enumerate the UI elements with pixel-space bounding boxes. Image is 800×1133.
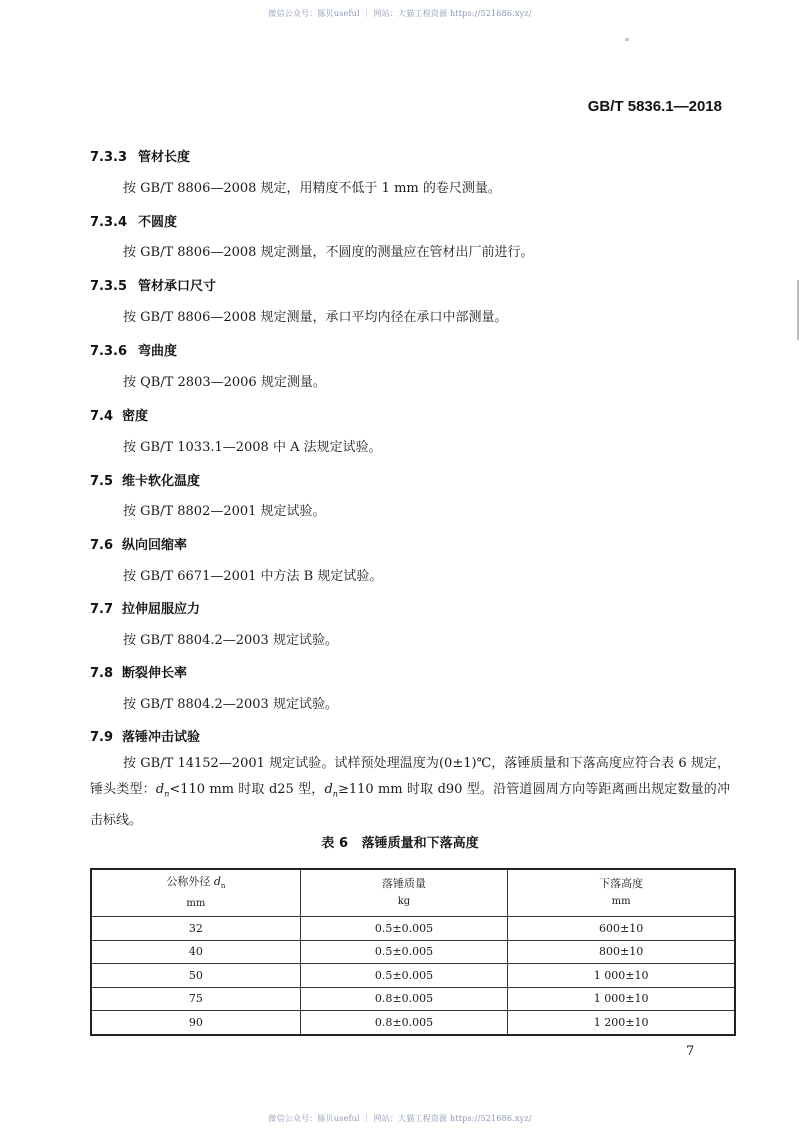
cell-diameter: 50 bbox=[91, 964, 300, 988]
table-caption: 表 6 落锤质量和下落高度 bbox=[321, 836, 479, 851]
section-body-7-4: 按 GB/T 1033.1—2008 中 A 法规定试验。 bbox=[123, 440, 382, 455]
table-row bbox=[91, 940, 735, 964]
section-title: 管材长度 bbox=[138, 150, 191, 165]
cell-diameter: 32 bbox=[91, 917, 300, 941]
cell-mass: 0.5±0.005 bbox=[300, 940, 507, 964]
section-heading-7-3-3 bbox=[90, 146, 190, 165]
cell-diameter: 75 bbox=[91, 987, 300, 1011]
section-number: 7.3.4 bbox=[90, 215, 128, 230]
dn-symbol: $d_n$ bbox=[155, 782, 170, 799]
section-number: 7.9 bbox=[90, 730, 114, 745]
section-title: 落锤冲击试验 bbox=[122, 730, 201, 745]
section-body-7-3-3: 按 GB/T 8806—2008 规定，用精度不低于 1 mm 的卷尺测量。 bbox=[123, 181, 501, 196]
section-title: 拉伸屈服应力 bbox=[122, 602, 201, 617]
section-number: 7.8 bbox=[90, 666, 114, 681]
watermark-bottom: 微信公众号：豚贝useful ｜ 网站：大猫工程资源 https://521686.xyz/ bbox=[268, 1114, 532, 1123]
section-title: 不圆度 bbox=[138, 215, 178, 230]
section-heading-7-4 bbox=[90, 405, 148, 424]
section-number: 7.3.6 bbox=[90, 344, 128, 359]
cell-mass: 0.8±0.005 bbox=[300, 1011, 507, 1035]
dn-symbol: $d_n$ bbox=[324, 782, 338, 799]
section-title: 纵向回缩率 bbox=[122, 538, 188, 553]
section-title: 断裂伸长率 bbox=[122, 666, 188, 681]
section-title: 密度 bbox=[122, 409, 149, 424]
cell-height: 1 200±10 bbox=[508, 1011, 735, 1035]
table-row bbox=[91, 917, 735, 941]
header-hammer-mass: 落锤质量 kg bbox=[300, 869, 507, 917]
cell-mass: 0.8±0.005 bbox=[300, 987, 507, 1011]
header-drop-height: 下落高度 mm bbox=[508, 869, 735, 917]
section-heading-7-5 bbox=[90, 470, 200, 489]
cell-mass: 0.5±0.005 bbox=[300, 964, 507, 988]
section-7-9-text-1: 按 GB/T 14152—2001 规定试验。试样预处理温度为(0±1)℃，落锤质量和下落高度应符合表 6 规定，锤头类型： bbox=[90, 756, 730, 797]
table-row bbox=[91, 964, 735, 988]
section-7-9-text-2: <110 mm 时取 d25 型， bbox=[169, 782, 325, 797]
cell-height: 1 000±10 bbox=[508, 987, 735, 1011]
scan-edge-artifact bbox=[797, 280, 799, 340]
section-heading-7-3-6 bbox=[90, 340, 177, 359]
section-body-7-5: 按 GB/T 8802—2001 规定试验。 bbox=[123, 504, 326, 519]
scan-artifact bbox=[625, 38, 629, 41]
section-title: 弯曲度 bbox=[138, 344, 178, 359]
section-7-9-text-3: ≥110 mm 时取 d90 型。沿管道圆周方向等距离画出规定数量的冲击标线。 bbox=[90, 782, 730, 828]
section-body-7-7: 按 GB/T 8804.2—2003 规定试验。 bbox=[123, 633, 338, 648]
section-number: 7.6 bbox=[90, 538, 114, 553]
cell-height: 800±10 bbox=[508, 940, 735, 964]
table-row bbox=[91, 987, 735, 1011]
section-title: 管材承口尺寸 bbox=[138, 279, 217, 294]
section-heading-7-7 bbox=[90, 598, 200, 617]
cell-mass: 0.5±0.005 bbox=[300, 917, 507, 941]
watermark-top: 微信公众号：豚贝useful ｜ 网站：大猫工程资源 https://521686.xyz/ bbox=[268, 9, 532, 18]
page-number: 7 bbox=[686, 1044, 695, 1059]
standard-code: GB/T 5836.1—2018 bbox=[587, 98, 722, 115]
section-number: 7.4 bbox=[90, 409, 114, 424]
section-number: 7.3.3 bbox=[90, 150, 128, 165]
section-body-7-6: 按 GB/T 6671—2001 中方法 B 规定试验。 bbox=[123, 569, 383, 584]
section-heading-7-3-4 bbox=[90, 211, 177, 230]
header-nominal-diameter: 公称外径 $d_n$ mm bbox=[91, 869, 300, 917]
section-heading-7-6 bbox=[90, 534, 187, 553]
section-body-7-8: 按 GB/T 8804.2—2003 规定试验。 bbox=[123, 697, 338, 712]
cell-diameter: 40 bbox=[91, 940, 300, 964]
section-body-7-3-5: 按 GB/T 8806—2008 规定测量，承口平均内径在承口中部测量。 bbox=[123, 310, 508, 325]
section-body-7-3-4: 按 GB/T 8806—2008 规定测量，不圆度的测量应在管材出厂前进行。 bbox=[123, 245, 534, 260]
section-number: 7.3.5 bbox=[90, 279, 128, 294]
cell-height: 600±10 bbox=[508, 917, 735, 941]
table-row bbox=[91, 1011, 735, 1035]
cell-height: 1 000±10 bbox=[508, 964, 735, 988]
table-header-row bbox=[91, 869, 735, 917]
section-body-7-9 bbox=[90, 751, 730, 834]
section-heading-7-3-5 bbox=[90, 275, 216, 294]
section-number: 7.7 bbox=[90, 602, 114, 617]
section-number: 7.5 bbox=[90, 474, 114, 489]
section-title: 维卡软化温度 bbox=[122, 474, 201, 489]
section-heading-7-8 bbox=[90, 662, 187, 681]
section-body-7-3-6: 按 QB/T 2803—2006 规定测量。 bbox=[123, 375, 326, 390]
drop-weight-table bbox=[90, 868, 736, 1036]
section-heading-7-9 bbox=[90, 726, 200, 745]
cell-diameter: 90 bbox=[91, 1011, 300, 1035]
